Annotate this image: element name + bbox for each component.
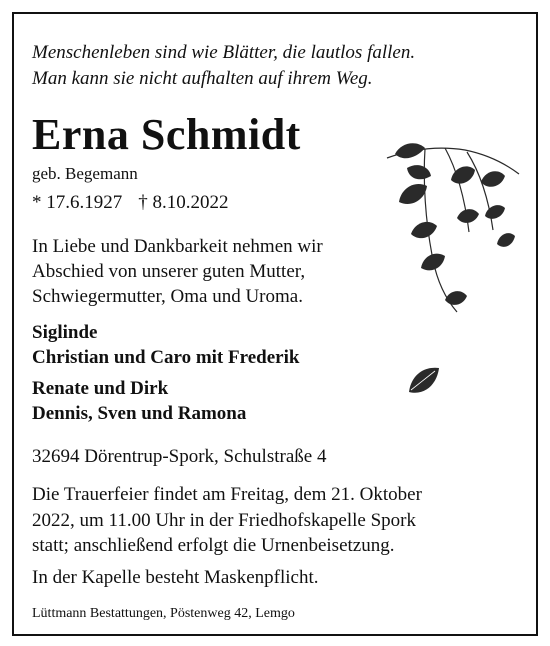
- maiden-name: geb. Begemann: [32, 164, 138, 183]
- deceased-name: Erna Schmidt: [32, 110, 301, 159]
- birth-date: * 17.6.1927: [32, 192, 123, 213]
- funeral-line-3: statt; anschließend erfolgt die Urnenbeisetzung.: [32, 535, 395, 556]
- family-member: Siglinde: [32, 322, 98, 343]
- family-member: Dennis, Sven und Ramona: [32, 403, 247, 424]
- message-line-3: Schwiegermutter, Oma und Uroma.: [32, 286, 303, 307]
- undertaker: Lüttmann Bestattungen, Pöstenweg 42, Lemgo: [32, 606, 295, 621]
- funeral-line-2: 2022, um 11.00 Uhr in der Friedhofskapelle Spork: [32, 510, 416, 531]
- mask-note: In der Kapelle besteht Maskenpflicht.: [32, 567, 319, 588]
- message-line-2: Abschied von unserer guten Mutter,: [32, 261, 306, 282]
- message-line-1: In Liebe und Dankbarkeit nehmen wir: [32, 236, 323, 257]
- family-member: Renate und Dirk: [32, 378, 169, 399]
- quote-line-2: Man kann sie nicht aufhalten auf ihrem Weg.: [32, 68, 373, 89]
- quote-line-1: Menschenleben sind wie Blätter, die lautlos fallen.: [32, 42, 416, 63]
- birch-branch-illustration: [385, 140, 525, 320]
- life-dates: [32, 192, 229, 214]
- funeral-line-1: Die Trauerfeier findet am Freitag, dem 21. Oktober: [32, 484, 422, 505]
- death-date: † 8.10.2022: [138, 192, 229, 213]
- family-member: Christian und Caro mit Frederik: [32, 347, 300, 368]
- address: 32694 Dörentrup-Spork, Schulstraße 4: [32, 446, 327, 467]
- falling-leaf-illustration: [405, 362, 445, 402]
